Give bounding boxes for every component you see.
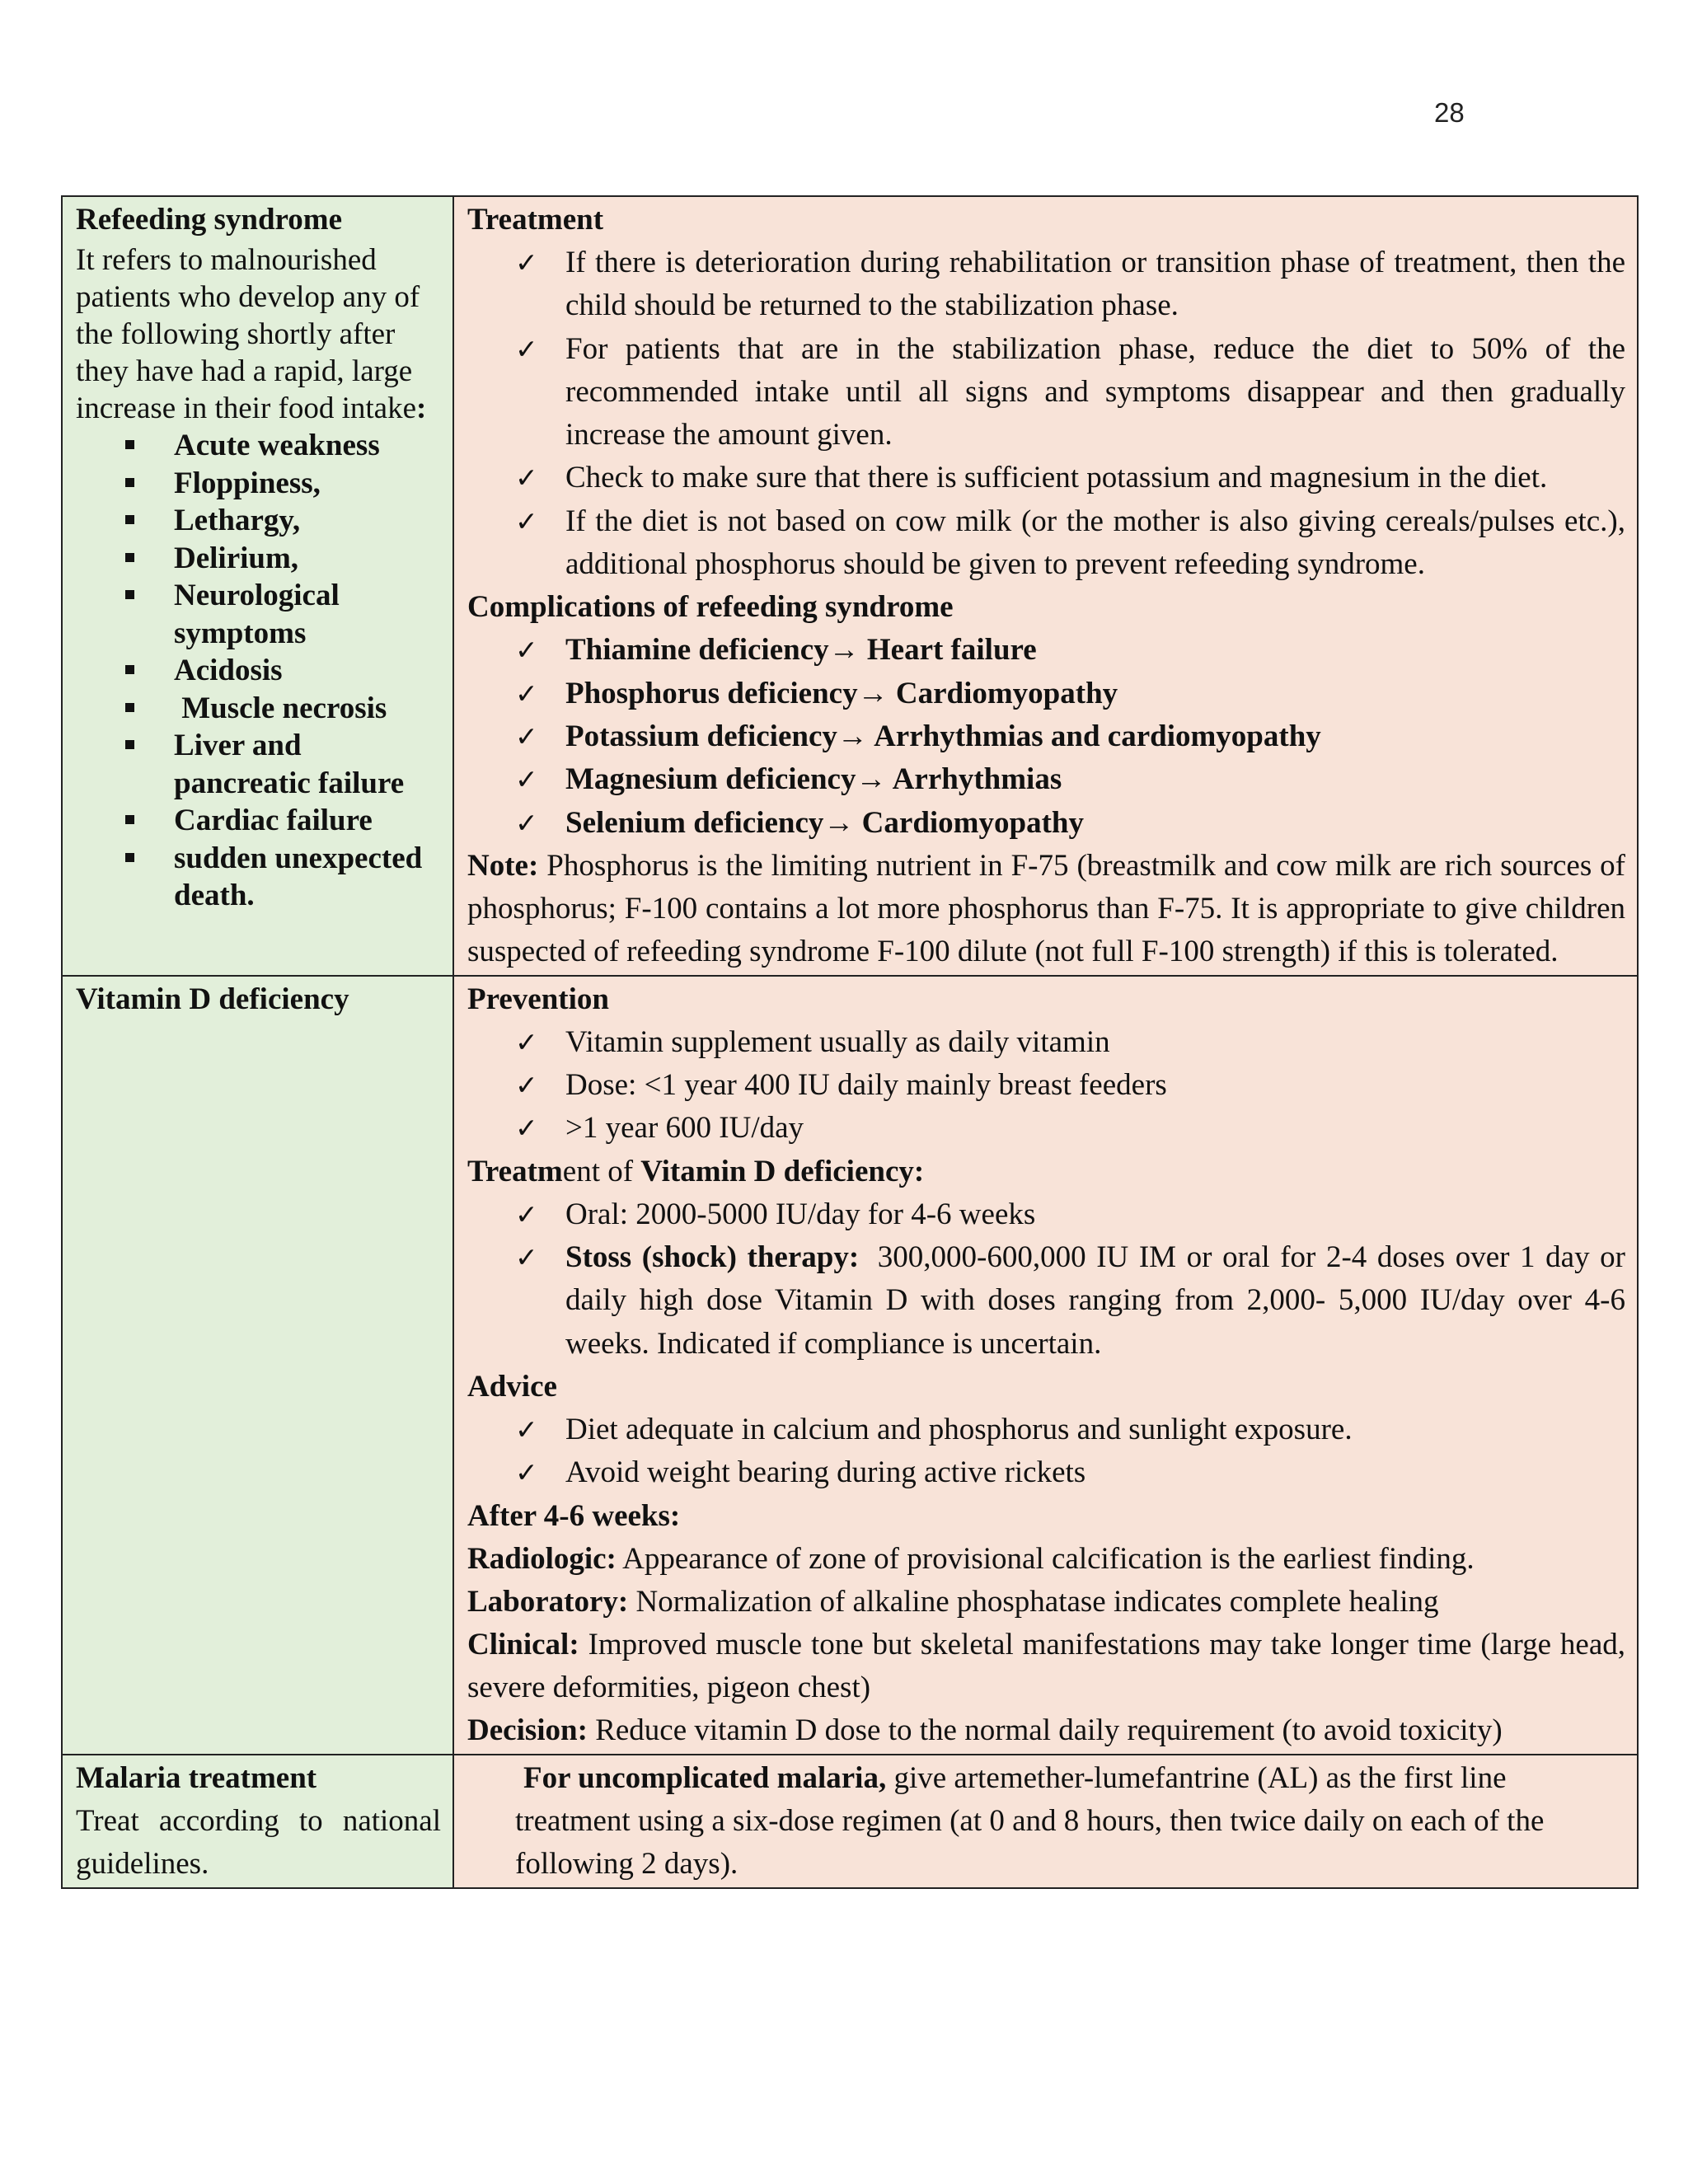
list-item-text: Avoid weight bearing during active rickets bbox=[565, 1455, 1086, 1490]
check-icon: ✓ bbox=[515, 1456, 538, 1489]
treatment-list bbox=[467, 241, 1625, 586]
decision-text: Reduce vitamin D dose to the normal daily requirement (to avoid toxicity) bbox=[595, 1713, 1503, 1747]
check-icon: ✓ bbox=[515, 677, 538, 710]
check-icon: ✓ bbox=[515, 1241, 538, 1274]
check-icon: ✓ bbox=[515, 332, 538, 365]
table-row-vitamin-d bbox=[62, 976, 1638, 1755]
check-icon: ✓ bbox=[515, 634, 538, 667]
list-item-text: If there is deterioration during rehabilitation or transition phase of treatment, then the child should be returned to the stabilization phase. bbox=[565, 246, 1625, 323]
list-item bbox=[76, 465, 441, 503]
vd-oral-text: Oral: 2000-5000 IU/day for 4-6 weeks bbox=[565, 1197, 1036, 1231]
page-number: 28 bbox=[1434, 97, 1465, 128]
list-item bbox=[467, 457, 1625, 499]
note-paragraph bbox=[467, 845, 1625, 973]
vitamin-d-right-cell bbox=[453, 976, 1638, 1755]
list-item bbox=[76, 802, 441, 840]
list-item bbox=[76, 540, 441, 578]
complications-heading: Complications of refeeding syndrome bbox=[467, 590, 954, 625]
list-item bbox=[467, 1451, 1625, 1494]
list-item bbox=[467, 1021, 1625, 1064]
refeeding-left-cell bbox=[62, 196, 453, 976]
note-text: Phosphorus is the limiting nutrient in F-75 (breastmilk and cow milk are rich sources of phosphorus; F-100 contains a lot more phosphorus than F-75. It is appropriate to give children suspected of refeeding syndrome F-100 dilute (not full F-100 strength) if this is tolerated. bbox=[467, 848, 1625, 968]
check-icon: ✓ bbox=[515, 1025, 538, 1058]
check-icon: ✓ bbox=[515, 1413, 538, 1446]
decision-line bbox=[467, 1709, 1625, 1752]
refeeding-intro bbox=[76, 241, 441, 427]
check-icon: ✓ bbox=[515, 1112, 538, 1145]
clinical-label: Clinical: bbox=[467, 1627, 579, 1661]
symptom-text: Acute weakness bbox=[174, 429, 380, 462]
symptom-text: Muscle necrosis bbox=[174, 691, 387, 725]
malaria-left-cell bbox=[62, 1755, 453, 1889]
vd-treatment-part3: Vitamin D deficiency: bbox=[640, 1154, 925, 1188]
square-bullet-icon bbox=[125, 815, 134, 824]
list-item bbox=[467, 1236, 1625, 1366]
check-icon: ✓ bbox=[515, 462, 538, 494]
check-icon: ✓ bbox=[515, 1197, 538, 1230]
list-item bbox=[467, 715, 1625, 758]
symptom-text: Delirium, bbox=[174, 541, 299, 575]
malaria-subtitle: Treat according to national guidelines. bbox=[76, 1803, 441, 1881]
symptom-text: Cardiac failure bbox=[174, 804, 373, 837]
vd-treatment-list bbox=[467, 1193, 1625, 1366]
list-item-text: Potassium deficiency→ Arrhythmias and cardiomyopathy bbox=[565, 719, 1321, 753]
square-bullet-icon bbox=[125, 515, 134, 524]
list-item-text: >1 year 600 IU/day bbox=[565, 1111, 804, 1146]
symptom-text: Floppiness, bbox=[174, 466, 321, 500]
square-bullet-icon bbox=[125, 478, 134, 487]
vd-treatment-part2: ent of bbox=[562, 1154, 634, 1188]
malaria-paragraph bbox=[467, 1757, 1625, 1886]
list-item-text: Thiamine deficiency→ Heart failure bbox=[565, 633, 1037, 668]
laboratory-label: Laboratory: bbox=[467, 1584, 629, 1619]
vd-treatment-part1: Treatm bbox=[467, 1154, 563, 1188]
list-item-text: Dose: <1 year 400 IU daily mainly breast feeders bbox=[565, 1068, 1167, 1103]
square-bullet-icon bbox=[125, 553, 134, 562]
symptom-text: sudden unexpected death. bbox=[174, 841, 430, 912]
list-item-text: Selenium deficiency→ Cardiomyopathy bbox=[565, 805, 1084, 840]
list-item bbox=[467, 241, 1625, 328]
content-table bbox=[61, 195, 1639, 1889]
vitamin-d-left-cell bbox=[62, 976, 453, 1755]
vitamin-d-title: Vitamin D deficiency bbox=[76, 982, 349, 1016]
table-row-malaria bbox=[62, 1755, 1638, 1889]
table-row-refeeding bbox=[62, 196, 1638, 976]
list-item-text: Magnesium deficiency→ Arrhythmias bbox=[565, 762, 1062, 797]
check-icon: ✓ bbox=[515, 1069, 538, 1102]
list-item bbox=[467, 758, 1625, 801]
refeeding-intro-colon: : bbox=[416, 391, 427, 425]
refeeding-title: Refeeding syndrome bbox=[76, 203, 343, 237]
malaria-right-cell bbox=[453, 1755, 1638, 1889]
list-item bbox=[467, 1193, 1625, 1236]
clinical-line bbox=[467, 1624, 1625, 1709]
after-heading: After 4-6 weeks: bbox=[467, 1498, 681, 1533]
list-item bbox=[467, 802, 1625, 845]
list-item bbox=[76, 690, 441, 728]
list-item bbox=[76, 577, 441, 652]
list-item bbox=[76, 502, 441, 540]
symptom-text: Neurological symptoms bbox=[174, 579, 347, 650]
symptom-text: Lethargy, bbox=[174, 504, 301, 537]
stoss-text: 300,000-600,000 IU IM or oral for 2-4 doses over 1 day or daily high dose Vitamin D with doses ranging from 2,000- 5,000 IU/day over 4-6 weeks. Indicated if compliance is uncertain. bbox=[565, 1240, 1625, 1361]
malaria-lead: For uncomplicated malaria, bbox=[523, 1760, 887, 1795]
list-item-text: Check to make sure that there is sufficient potassium and magnesium in the diet. bbox=[565, 461, 1548, 495]
square-bullet-icon bbox=[125, 853, 134, 862]
list-item-text: Vitamin supplement usually as daily vitamin bbox=[565, 1024, 1110, 1059]
symptom-text: Liver and pancreatic failure bbox=[174, 729, 405, 800]
check-icon: ✓ bbox=[515, 806, 538, 839]
treatment-heading: Treatment bbox=[467, 203, 604, 237]
list-item bbox=[467, 328, 1625, 457]
radiologic-line bbox=[467, 1538, 1625, 1581]
list-item-text: If the diet is not based on cow milk (or the mother is also giving cereals/pulses etc.), additional phosphorus should be given to prevent refeeding syndrome. bbox=[565, 504, 1625, 582]
list-item bbox=[467, 673, 1625, 715]
list-item bbox=[76, 427, 441, 465]
square-bullet-icon bbox=[125, 590, 134, 599]
list-item bbox=[76, 840, 441, 915]
list-item-text: Phosphorus deficiency→ Cardiomyopathy bbox=[565, 676, 1118, 710]
list-item bbox=[467, 1064, 1625, 1107]
check-icon: ✓ bbox=[515, 763, 538, 796]
radiologic-text: Appearance of zone of provisional calcification is the earliest finding. bbox=[622, 1541, 1475, 1576]
list-item bbox=[467, 500, 1625, 587]
symptom-list bbox=[76, 427, 441, 915]
list-item bbox=[467, 629, 1625, 672]
decision-label: Decision: bbox=[467, 1713, 588, 1747]
prevention-heading: Prevention bbox=[467, 982, 609, 1016]
square-bullet-icon bbox=[125, 665, 134, 674]
refeeding-intro-text: It refers to malnourished patients who develop any of the following shortly after they have had a rapid, large increase in their food intake bbox=[76, 243, 420, 425]
list-item-text: For patients that are in the stabilization phase, reduce the diet to 50% of the recommended intake until all signs and symptoms disappear and then gradually increase the amount given. bbox=[565, 331, 1625, 452]
square-bullet-icon bbox=[125, 703, 134, 712]
stoss-label: Stoss (shock) therapy: bbox=[565, 1240, 860, 1275]
complications-list bbox=[467, 629, 1625, 844]
square-bullet-icon bbox=[125, 440, 134, 449]
refeeding-right-cell bbox=[453, 196, 1638, 976]
check-icon: ✓ bbox=[515, 246, 538, 279]
laboratory-line bbox=[467, 1581, 1625, 1624]
vitamin-d-treatment-heading bbox=[467, 1151, 1625, 1193]
advice-list bbox=[467, 1408, 1625, 1495]
clinical-text: Improved muscle tone but skeletal manifestations may take longer time (large head, severe deformities, pigeon chest) bbox=[467, 1627, 1625, 1704]
list-item-text: Diet adequate in calcium and phosphorus and sunlight exposure. bbox=[565, 1412, 1353, 1446]
laboratory-text: Normalization of alkaline phosphatase indicates complete healing bbox=[635, 1584, 1439, 1619]
check-icon: ✓ bbox=[515, 719, 538, 752]
list-item bbox=[76, 727, 441, 802]
note-label: Note: bbox=[467, 848, 539, 883]
malaria-text: give artemether-lumefantrine (AL) as the first line treatment using a six-dose regimen (at 0 and 8 hours, then twice daily on each of the following 2 days). bbox=[515, 1760, 1545, 1882]
list-item bbox=[467, 1107, 1625, 1150]
square-bullet-icon bbox=[125, 740, 134, 749]
symptom-text: Acidosis bbox=[174, 654, 283, 687]
check-icon: ✓ bbox=[515, 504, 538, 537]
advice-heading: Advice bbox=[467, 1369, 557, 1404]
list-item bbox=[467, 1408, 1625, 1451]
malaria-title: Malaria treatment bbox=[76, 1760, 317, 1795]
prevention-list bbox=[467, 1021, 1625, 1151]
list-item bbox=[76, 652, 441, 690]
radiologic-label: Radiologic: bbox=[467, 1541, 617, 1576]
